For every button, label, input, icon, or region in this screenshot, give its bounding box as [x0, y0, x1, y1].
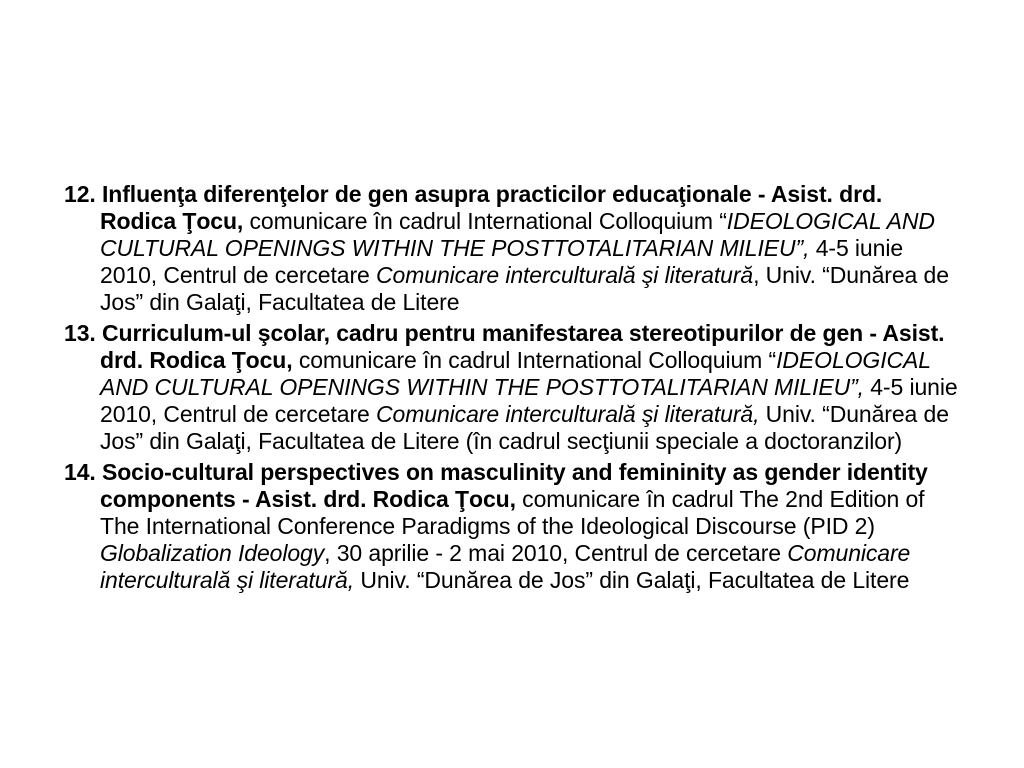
- entry-number: 14.: [64, 459, 96, 485]
- list-item: [64, 459, 964, 594]
- entry-title: Socio-cultural perspectives on masculinity and femininity as gender identity components - Asist. drd. Rodica Ţocu,: [100, 459, 928, 512]
- entry-italic: IDEOLOGICAL AND CULTURAL OPENINGS WITHIN THE POSTTOTALITARIAN MILIEU”,: [100, 208, 935, 261]
- entry-text: Univ. “Dunărea de Jos” din Galaţi, Facultatea de Litere (în cadrul secţiunii speciale a doctoranzilor): [100, 401, 949, 454]
- entry-title: Curriculum-ul şcolar, cadru pentru manifestarea stereotipurilor de gen - Asist. drd. Rodica Ţocu,: [100, 320, 945, 373]
- entry-italic: Comunicare interculturală şi literatură,: [376, 401, 760, 427]
- entry-italic: Comunicare interculturală şi literatură: [376, 262, 754, 288]
- publication-list: [64, 181, 964, 598]
- entry-text: , 30 aprilie - 2 mai 2010, Centrul de cercetare: [324, 540, 781, 566]
- entry-italic: Comunicare interculturală şi literatură,: [100, 540, 911, 593]
- entry-text: comunicare în cadrul International Colloquium “: [298, 347, 777, 373]
- entry-number: 13.: [64, 320, 96, 346]
- entry-italic: IDEOLOGICAL AND CULTURAL OPENINGS WITHIN THE POSTTOTALITARIAN MILIEU”,: [100, 347, 931, 400]
- entry-text: 4-5 iunie 2010, Centrul de cercetare: [100, 235, 904, 288]
- entry-italic: Globalization Ideology: [100, 540, 325, 566]
- entry-text: Univ. “Dunărea de Jos” din Galaţi, Facultatea de Litere: [360, 567, 910, 593]
- entry-text: 4-5 iunie 2010, Centrul de cercetare: [100, 374, 958, 427]
- entry-number: 12.: [64, 181, 96, 207]
- entry-text: comunicare în cadrul International Colloquium “: [249, 208, 727, 234]
- list-item: [64, 320, 964, 455]
- entry-text: , Univ. “Dunărea de Jos” din Galaţi, Facultatea de Litere: [100, 262, 949, 315]
- entry-title: Influenţa diferenţelor de gen asupra practicilor educaţionale - Asist. drd. Rodica Ţocu,: [100, 181, 883, 234]
- list-item: [64, 181, 964, 316]
- entry-text: comunicare în cadrul The 2nd Edition of The International Conference Paradigms of the Ideological Discourse (PID 2): [100, 486, 925, 539]
